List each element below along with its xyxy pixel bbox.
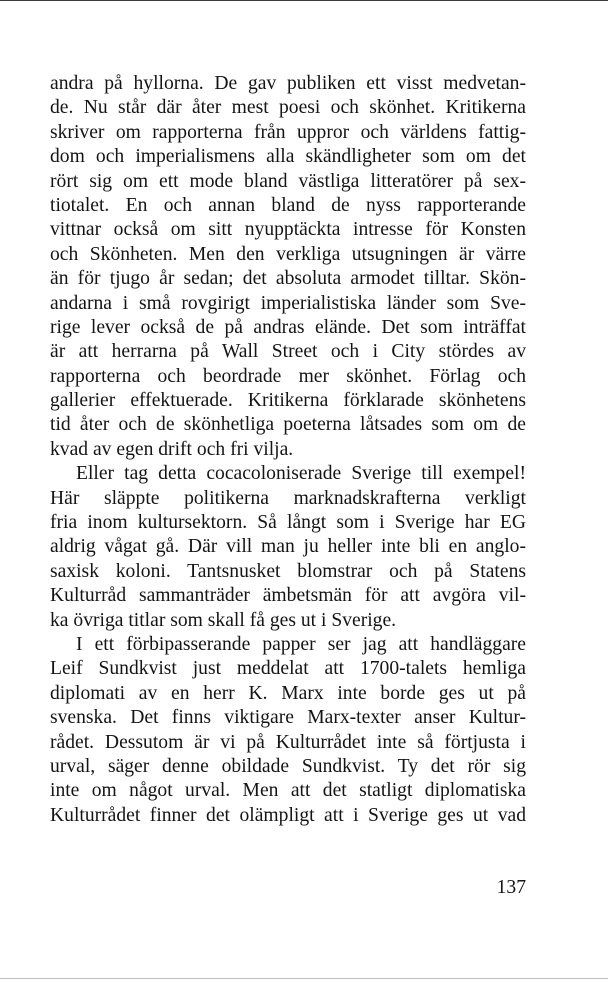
text-line: skriver om rapporterna från uppror och världens fattig- (50, 121, 526, 143)
page-number: 137 (496, 877, 526, 898)
paragraph (50, 72, 526, 462)
text-line: Eller tag detta cocacoloniserade Sverige till exempel! (76, 463, 526, 485)
text-line: de. Nu står där åter mest poesi och skönhet. Kritikerna (50, 97, 526, 119)
text-line: och Skönheten. Men den verkliga utsugningen är värre (50, 243, 526, 265)
text-line: saxisk koloni. Tantsnusket blomstrar och på Statens (50, 560, 526, 582)
text-line: tiotalet. En och annan bland de nyss rapporterande (50, 194, 526, 216)
text-line: kvad av egen drift och fri vilja. (50, 438, 294, 460)
body-text (50, 72, 526, 828)
text-line: aldrig vågat gå. Där vill man ju heller inte bli en anglo- (50, 536, 526, 558)
paragraph (50, 462, 526, 633)
text-line: rört sig om ett mode bland västliga litteratörer på sex- (50, 170, 526, 192)
text-line: andra på hyllorna. De gav publiken ett visst medvetan- (50, 73, 526, 94)
top-edge-rule (0, 0, 608, 1)
text-line: rådet. Dessutom är vi på Kulturrådet inte så förtjusta i (50, 731, 526, 753)
text-line: fria inom kultursektorn. Så långt som i Sverige har EG (50, 512, 526, 534)
text-line: diplomati av en herr K. Marx inte borde ges ut på (50, 682, 526, 704)
text-line: andarna i små rovgirigt imperialistiska länder som Sve- (50, 292, 526, 314)
text-line: inte om något urval. Men att det statligt diplomatiska (50, 780, 526, 802)
text-line: gallerier effektuerade. Kritikerna förklarade skönhetens (50, 390, 526, 412)
text-line: vittnar också om sitt nyupptäckta intresse för Konsten (50, 219, 526, 241)
text-line: Kulturrådet finner det olämpligt att i Sverige ges ut vad (50, 804, 526, 826)
text-line: I ett förbipasserande papper ser jag att handläggare (76, 633, 526, 655)
text-line: rapporterna och beordrade mer skönhet. Förlag och (50, 365, 526, 387)
text-line: Kulturråd sammanträder ämbetsmän för att avgöra vil- (50, 585, 526, 607)
text-line: urval, säger denne obildade Sundkvist. Ty det rör sig (50, 755, 526, 777)
text-line: dom och imperialismens alla skändligheter som om det (50, 146, 526, 168)
text-line: är att herrarna på Wall Street och i City stördes av (50, 341, 526, 363)
text-line: än för tjugo år sedan; det absoluta armodet tilltar. Skön- (50, 268, 526, 290)
text-line: rige lever också de på andras elände. Det som inträffat (50, 316, 526, 338)
text-line: ka övriga titlar som skall få ges ut i Sverige. (50, 609, 397, 631)
text-line: Här släppte politikerna marknadskrafterna verkligt (50, 487, 526, 509)
text-line: tid åter och de skönhetliga poeterna låtsades som om de (50, 414, 526, 436)
bottom-edge-rule (0, 978, 608, 979)
text-line: Leif Sundkvist just meddelat att 1700-talets hemliga (50, 658, 526, 680)
text-line: svenska. Det finns viktigare Marx-texter anser Kultur- (50, 707, 526, 729)
paragraph (50, 633, 526, 828)
